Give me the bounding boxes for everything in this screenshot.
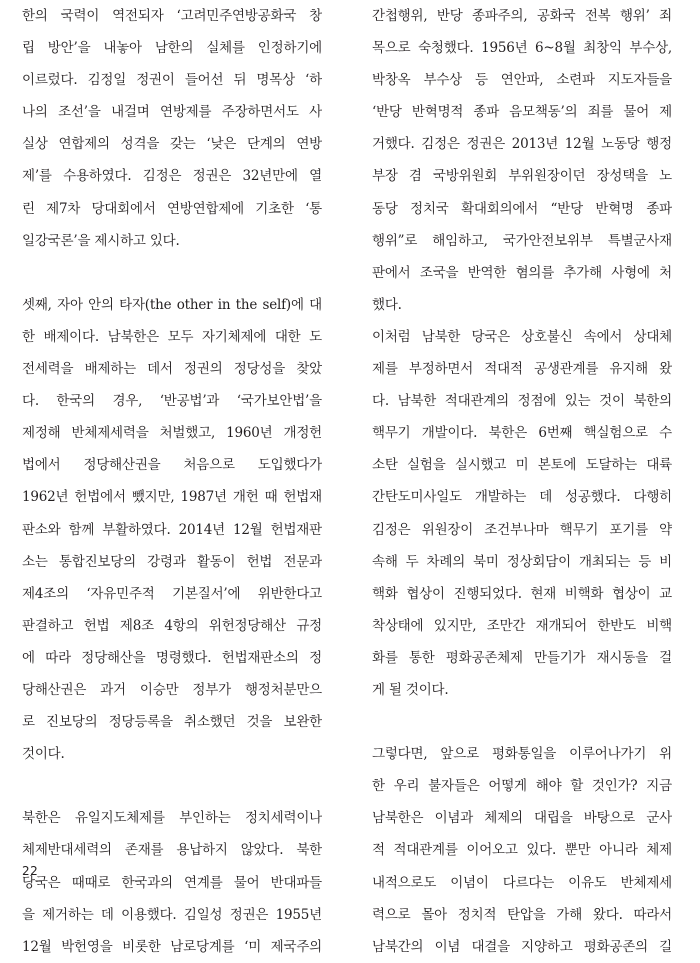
text-line: 나의 조선’을 내걸며 연방제를 주장하면서도 사 <box>22 104 322 121</box>
paragraph-break <box>22 257 322 289</box>
text-line: 동당 정치국 확대회의에서 “반당 반혁명 종파 <box>372 200 672 217</box>
text-line: 소탄 실험을 실시했고 미 본토에 도달하는 대륙 <box>372 457 672 474</box>
text-line: 게 될 것이다. <box>372 681 449 698</box>
text-line: 거했다. 김정은 정권은 2013년 12월 노동당 행정 <box>372 136 672 153</box>
text-line: 셋째, 자아 안의 타자(the other in the self)에 대 <box>22 296 322 313</box>
text-line: 핵무기 개발이다. 북한은 6번째 핵실험으로 수 <box>372 425 672 442</box>
text-line: 소는 통합진보당의 강령과 활동이 헌법 전문과 <box>22 553 322 570</box>
text-line: 속해 두 차례의 북미 정상회담이 개최되는 등 비 <box>372 553 672 570</box>
text-line: 박창옥 부수상 등 연안파, 소련파 지도자들을 <box>372 72 672 89</box>
text-line: 립 방안’을 내놓아 남한의 실체를 인정하기에 <box>22 40 322 57</box>
text-line: 제’를 수용하였다. 김정은 정권은 32년만에 열 <box>22 168 322 185</box>
text-line: 한의 국력이 역전되자 ‘고려민주연방공화국 창 <box>22 8 322 24</box>
text-line: 다. 한국의 경우, ‘반공법’과 ‘국가보안법’을 <box>22 393 322 410</box>
text-line: 실상 연합제의 성격을 갖는 ‘낮은 단계의 연방 <box>22 136 322 153</box>
text-line: 체제반대세력의 존재를 용납하지 않았다. 북한 <box>22 842 322 859</box>
text-line: 한 배제이다. 남북한은 모두 자기체제에 대한 도 <box>22 328 322 345</box>
text-line: 그렇다면, 앞으로 평화통일을 이루어나가기 위 <box>372 746 672 763</box>
text-line: 에 따라 정당해산을 명령했다. 헌법재판소의 정 <box>22 649 322 666</box>
text-line: 1962년 헌법에서 뺐지만, 1987년 개헌 때 헌법재 <box>22 489 322 506</box>
text-line: 했다. <box>372 296 402 313</box>
text-line: 전세력을 배제하는 데서 정권의 정당성을 찾았 <box>22 361 322 378</box>
text-line: 화를 통한 평화공존체제 만들기가 재시동을 걸 <box>372 649 672 666</box>
text-line: 핵화 협상이 진행되었다. 현재 비핵화 협상이 교 <box>372 585 672 602</box>
text-line: 린 제7차 당대회에서 연방연합제에 기초한 ‘통 <box>22 200 322 217</box>
text-line: ‘반당 반혁명적 종파 음모책동’의 죄를 물어 제 <box>372 104 672 121</box>
text-line: 법에서 정당해산권을 처음으로 도입했다가 <box>22 457 322 474</box>
text-line: 판에서 조국을 반역한 혐의를 추가해 사형에 처 <box>372 264 672 281</box>
text-line: 로 진보당의 정당등록을 취소했던 것을 보완한 <box>22 714 322 731</box>
text-line: 김정은 위원장이 조건부나마 핵무기 포기를 약 <box>372 521 672 538</box>
text-line: 이처럼 남북한 당국은 상호불신 속에서 상대체 <box>372 328 672 345</box>
text-line: 목으로 숙청했다. 1956년 6~8월 최창익 부수상, <box>372 40 672 57</box>
text-line: 판소와 함께 부활하였다. 2014년 12월 헌법재판 <box>22 521 322 538</box>
text-line: 내적으로도 이념이 다르다는 이유도 반체제세 <box>372 874 672 891</box>
text-line: 12월 박헌영을 비롯한 남로당계를 ‘미 제국주의 <box>22 938 322 955</box>
text-line: 을 제거하는 데 이용했다. 김일성 정권은 1955년 <box>22 906 322 923</box>
paragraph-break <box>22 770 322 802</box>
text-line: 일강국론’을 제시하고 있다. <box>22 232 180 249</box>
text-line: 력으로 몰아 정치적 탄압을 가해 왔다. 따라서 <box>372 906 672 923</box>
text-line: 제를 부정하면서 적대적 공생관계를 유지해 왔 <box>372 361 672 378</box>
paragraph-break <box>372 706 672 738</box>
text-line: 제정해 반체제세력을 처벌했고, 1960년 개정헌 <box>22 425 322 442</box>
text-line: 행위”로 해임하고, 국가안전보위부 특별군사재 <box>372 232 672 249</box>
text-line: 부장 겸 국방위원회 부위원장이던 장성택을 노 <box>372 168 672 185</box>
text-line: 한 우리 불자들은 어떻게 해야 할 것인가? 지금 <box>372 778 672 795</box>
text-line: 당국은 때때로 한국과의 연계를 물어 반대파들 <box>22 874 322 891</box>
text-line: 남북간의 이념 대결을 지양하고 평화공존의 길 <box>372 938 672 955</box>
text-line: 판결하고 헌법 제8조 4항의 위헌정당해산 규정 <box>22 617 322 634</box>
text-line: 적 적대관계를 이어오고 있다. 뿐만 아니라 체제 <box>372 842 672 859</box>
text-line: 간탄도미사일도 개발하는 데 성공했다. 다행히 <box>372 489 672 506</box>
text-line: 이르렀다. 김정일 정권이 들어선 뒤 명목상 ‘하 <box>22 72 322 89</box>
text-line: 북한은 유일지도체제를 부인하는 정치세력이나 <box>22 810 322 827</box>
text-line: 제4조의 ‘자유민주적 기본질서’에 위반한다고 <box>22 585 322 602</box>
left-column <box>22 0 322 963</box>
text-line: 간첩행위, 반당 종파주의, 공화국 전복 행위’ 죄 <box>372 8 672 24</box>
text-line: 당해산권은 과거 이승만 정부가 행정처분만으 <box>22 681 322 698</box>
page-number: 22 <box>22 864 39 878</box>
text-line: 남북한은 이념과 체제의 대립을 바탕으로 군사 <box>372 810 672 827</box>
text-line: 다. 남북한 적대관계의 정점에 있는 것이 북한의 <box>372 393 672 410</box>
right-column <box>372 0 672 963</box>
text-line: 것이다. <box>22 746 65 763</box>
text-line: 착상태에 있지만, 조만간 재개되어 한반도 비핵 <box>372 617 672 634</box>
